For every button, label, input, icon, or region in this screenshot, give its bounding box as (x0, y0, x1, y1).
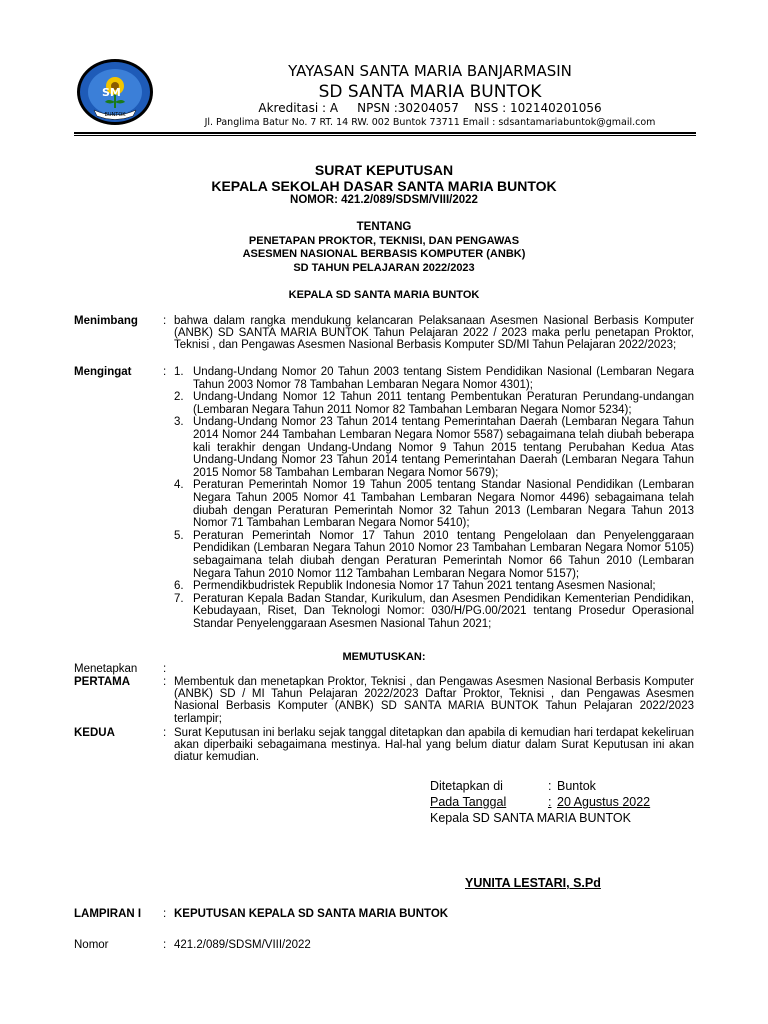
attachment-number-label: Nomor (74, 939, 109, 951)
mengingat-label: Mengingat (74, 366, 132, 378)
letterhead-foundation: YAYASAN SANTA MARIA BANJARMASIN (288, 62, 572, 80)
menimbang-colon: : (163, 315, 167, 327)
pertama-colon: : (163, 676, 167, 688)
decree-about: TENTANG (356, 221, 412, 233)
menimbang-text: bahwa dalam rangka mendukung kelancaran Pelaksanaan Asesmen Nasional Berbasis Komputer (ANBK) SD SANTA MARIA BUNTOK Tahun Pelajaran 2022 / 2023 maka perlu penetapan Proktor, Teknisi , dan Pengawas Asesmen Nasional Berbasis Komputer SD/MI Tahun Pelajaran 2022/2023; (174, 315, 694, 352)
sign-place-label: Ditetapkan di (430, 779, 503, 793)
list-item: 5. Peraturan Pemerintah Nomor 17 Tahun 2010 tentang Pengelolaan dan Penyelenggaraan Pendidikan (Lembaran Negara Tahun 2010 Nomor 23 Tambahan Lembaran Negara Nomor 5105) sebagaimana telah diubah dengan Peraturan Pemerintah Nomor 66 Tahun 2010 (Lembaran Negara Tahun 2010 Nomor 112 Tambahan Lembaran Negara Nomor 5157); (174, 529, 694, 580)
decree-number: NOMOR: 421.2/089/SDSM/VIII/2022 (290, 194, 478, 206)
sign-place-colon: : (548, 779, 552, 793)
sign-date-value: 20 Agustus 2022 (557, 795, 651, 809)
decree-authority: KEPALA SD SANTA MARIA BUNTOK (288, 289, 480, 301)
logo-motto: BUNTOK (104, 112, 126, 118)
sign-date-label: Pada Tanggal (430, 795, 507, 809)
attachment-title: KEPUTUSAN KEPALA SD SANTA MARIA BUNTOK (174, 908, 449, 920)
list-item: 6. Permendikbudristek Republik Indonesia Nomor 17 Tahun 2021 tentang Asesmen Nasional; (174, 580, 656, 593)
list-item: 4. Peraturan Pemerintah Nomor 19 Tahun 2005 tentang Standar Nasional Pendidikan (Lembaran Negara Tahun 2005 Nomor 41 Tambahan Lembaran Negara Nomor 4496) sebagaimana telah diubah dengan Peraturan Pemerintah Nomor 32 Tahun 2013 (Lembaran Negara Tahun 2013 Nomor 71 Tambahan Lembaran Negara Nomor 5410); (174, 479, 694, 530)
letterhead-school: SD SANTA MARIA BUNTOK (318, 82, 542, 102)
signer-name: YUNITA LESTARI, S.Pd (465, 876, 601, 890)
sign-date-colon: : (548, 795, 552, 809)
menetapkan-label: Menetapkan (74, 663, 138, 675)
sign-place-value: Buntok (557, 779, 596, 793)
attachment-label: LAMPIRAN I (74, 908, 142, 920)
menimbang-label: Menimbang (74, 315, 138, 327)
mengingat-list (174, 366, 694, 630)
kedua-text: Surat Keputusan ini berlaku sejak tanggal ditetapkan dan apabila di kemudian hari terdapat kekeliruan akan diperbaiki sebagaimana mestinya. Hal-hal yang belum diatur dalam Surat Keputusan ini akan diatur kemudian. (174, 727, 694, 764)
mengingat-colon: : (163, 366, 167, 378)
kedua-label: KEDUA (74, 727, 115, 739)
decree-subject-2: ASESMEN NASIONAL BERBASIS KOMPUTER (ANBK) (242, 248, 526, 260)
decree-subject-1: PENETAPAN PROKTOR, TEKNISI, DAN PENGAWAS (248, 235, 520, 247)
sign-position: Kepala SD SANTA MARIA BUNTOK (430, 811, 631, 825)
logo-monogram: SM (102, 86, 121, 99)
pertama-label: PERTAMA (74, 676, 131, 688)
attachment-number-colon: : (163, 939, 167, 951)
letterhead-address: Jl. Panglima Batur No. 7 RT. 14 RW. 002 Buntok 73711 Email : sdsantamariabuntok@gmail.com (204, 117, 656, 128)
letterhead-divider (74, 132, 696, 134)
list-item: 7. Peraturan Kepala Badan Standar, Kurikulum, dan Asesmen Pendidikan Kementerian Pendidikan, Kebudayaan, Riset, Dan Teknologi Nomor: 030/H/PG.00/2021 tentang Prosedur Operasional Standar Penyelenggaraan Asesmen Nasional Tahun 2021; (174, 592, 694, 630)
decree-issuer: KEPALA SEKOLAH DASAR SANTA MARIA BUNTOK (211, 178, 557, 194)
list-item: 1. Undang-Undang Nomor 20 Tahun 2003 tentang Sistem Pendidikan Nasional (Lembaran Negara Tahun 2003 Nomor 78 Tambahan Lembaran Negara Nomor 4301); (174, 366, 694, 391)
decree-title: SURAT KEPUTUSAN (314, 162, 454, 178)
letterhead-divider-thin (74, 135, 696, 136)
list-item: 3. Undang-Undang Nomor 23 Tahun 2014 tentang Pemerintahan Daerah (Lembaran Negara Tahun 2014 Nomor 244 Tambahan Lembaran Negara Nomor 5587) sebagaimana telah diubah beberapa kali terakhir dengan Undang-Undang Nomor 9 Tahun 2015 tentang Perubahan Kedua Atas Undang-Undang Nomor 23 Tahun 2014 tentang Pemerintahan Daerah (Lembaran Negara Tahun 2015 Nomor 58 Tambahan Lembaran Negara Nomor 5679); (174, 416, 694, 479)
menetapkan-colon: : (163, 663, 167, 675)
attachment-colon: : (163, 908, 167, 920)
kedua-colon: : (163, 727, 167, 739)
list-item: 2. Undang-Undang Nomor 12 Tahun 2011 tentang Pembentukan Peraturan Perundang-undangan (Lembaran Negara Tahun 2011 Nomor 82 Tambahan Lembaran Negara Nomor 5234); (174, 391, 694, 416)
decree-subject-3: SD TAHUN PELAJARAN 2022/2023 (293, 262, 475, 274)
decision-heading: MEMUTUSKAN: (342, 651, 426, 663)
attachment-number-value: 421.2/089/SDSM/VIII/2022 (174, 939, 311, 951)
pertama-text: Membentuk dan menetapkan Proktor, Teknisi , dan Pengawas Asesmen Nasional Berbasis Komputer (ANBK) SD / MI Tahun Pelajaran 2022/2023 Daftar Proktor, Teknisi , dan Pengawas Asesmen Nasional Berbasis Komputer (ANBK) SD SANTA MARIA BUNTOK Tahun Pelajaran 2022/2023 terlampir; (174, 676, 694, 725)
letterhead-accreditation: Akreditasi : A NPSN :30204057 NSS : 102140201056 (258, 101, 602, 115)
school-crest-icon (76, 58, 154, 126)
